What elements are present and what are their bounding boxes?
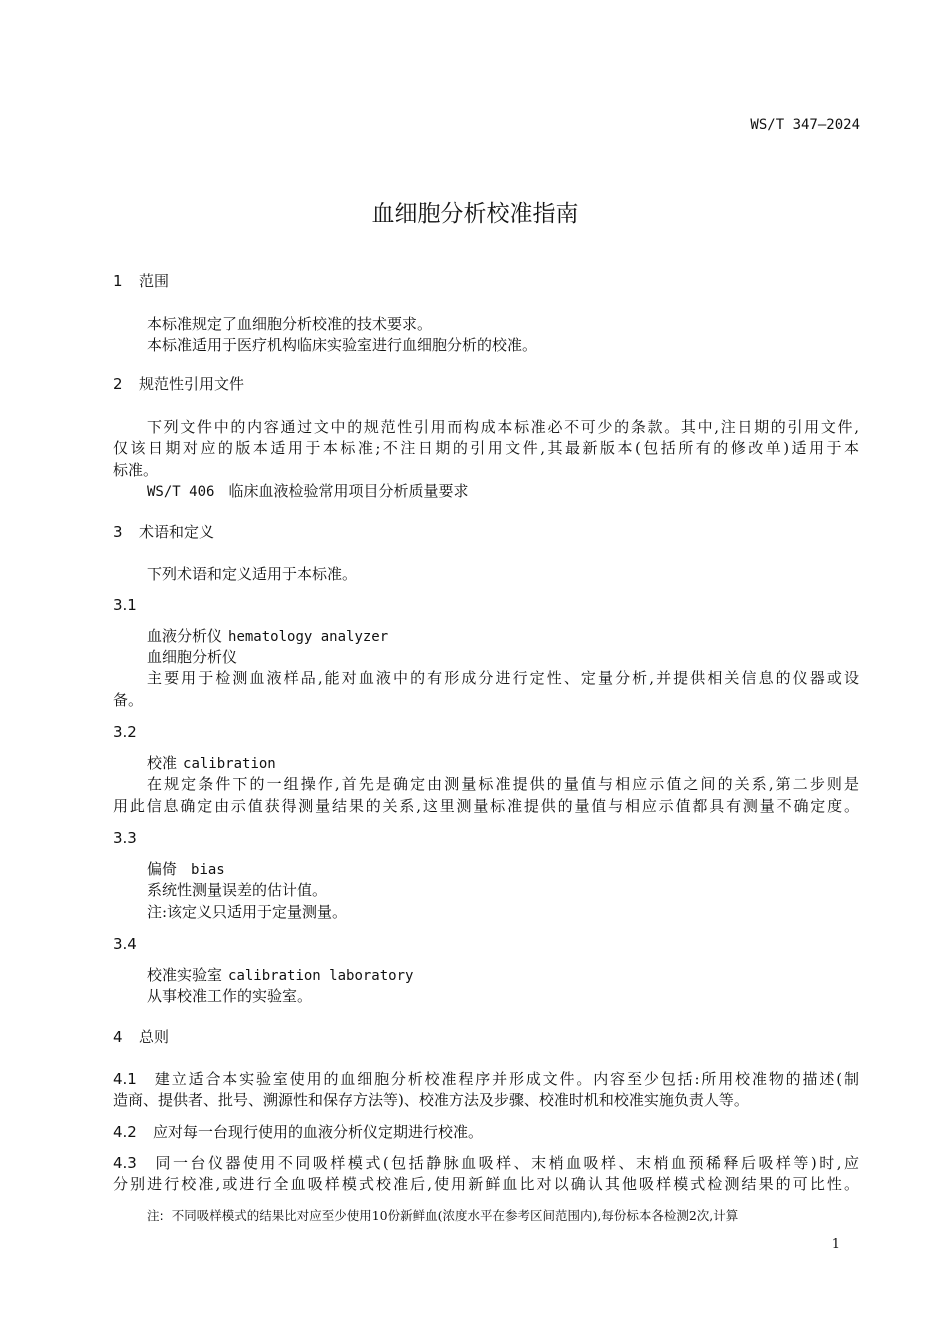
term-chinese: 校准实验室	[147, 966, 223, 984]
term-chinese: 血液分析仪	[147, 627, 223, 645]
term-number: 3.4	[113, 935, 137, 953]
term-chinese: 偏倚	[147, 860, 178, 878]
term-number: 3.3	[113, 829, 137, 847]
section-2-heading	[113, 373, 244, 395]
reference-code: WS/T 406	[147, 484, 215, 500]
term-heading	[147, 625, 388, 648]
clause-4-1: 4.1 建立适合本实验室使用的血细胞分析校准程序并形成文件。内容至少包括:所用校准物的描述(制	[113, 1070, 859, 1088]
clause-note	[147, 1205, 738, 1227]
page-number: 1	[831, 1237, 840, 1252]
term-heading	[147, 964, 413, 987]
clause-4-3: 4.3 同一台仪器使用不同吸样模式(包括静脉血吸样、末梢血吸样、末梢血预稀释后吸样等)时,应	[113, 1154, 859, 1172]
section-1-heading	[113, 270, 169, 292]
reference-title: 临床血液检验常用项目分析质量要求	[228, 482, 469, 500]
section-number: 4	[113, 1028, 123, 1046]
section-number: 3	[113, 523, 123, 541]
normative-reference	[147, 480, 468, 503]
section-title: 规范性引用文件	[139, 375, 245, 393]
definition: 从事校准工作的实验室。	[147, 987, 313, 1005]
definition-line: 主要用于检测血液样品,能对血液中的有形成分进行定性、定量分析,并提供相关信息的仪器或设	[147, 669, 859, 687]
note: 注:该定义只适用于定量测量。	[147, 903, 348, 921]
term-english: calibration laboratory	[228, 968, 414, 984]
section-number: 2	[113, 375, 123, 393]
term-number: 3.2	[113, 723, 137, 741]
paragraph: 下列术语和定义适用于本标准。	[147, 565, 358, 583]
section-4-heading	[113, 1026, 169, 1048]
paragraph-line: 仅该日期对应的版本适用于本标准;不注日期的引用文件,其最新版本(包括所有的修改单)适用于本	[113, 439, 859, 457]
term-chinese: 校准	[147, 754, 178, 772]
clause-number: 4.2	[113, 1123, 137, 1141]
section-number: 1	[113, 272, 123, 290]
note-label: 注:	[147, 1208, 164, 1223]
definition-line: 在规定条件下的一组操作,首先是确定由测量标准提供的量值与相应示值之间的关系,第二步则是	[147, 775, 859, 793]
clause-line: 分别进行校准,或进行全血吸样模式校准后,使用新鲜血比对以确认其他吸样模式检测结果的可比性。	[113, 1175, 859, 1193]
clause-4-2: 4.2 应对每一台现行使用的血液分析仪定期进行校准。	[113, 1123, 484, 1141]
term-english: calibration	[183, 756, 276, 772]
paragraph-line: 标准。	[113, 461, 159, 479]
note-text: 不同吸样模式的结果比对应至少使用10份新鲜血(浓度水平在参考区间范围内),每份标本各检测2次,计算	[171, 1208, 739, 1223]
clause-number: 4.3	[113, 1154, 137, 1172]
section-title: 总则	[139, 1028, 170, 1046]
term-number: 3.1	[113, 596, 137, 614]
definition: 系统性测量误差的估计值。	[147, 881, 328, 899]
standard-code: WS/T 347—2024	[750, 117, 860, 133]
term-heading	[147, 752, 276, 775]
paragraph: 本标准规定了血细胞分析校准的技术要求。	[147, 315, 433, 333]
definition-line: 备。	[113, 691, 144, 709]
definition-line: 用此信息确定由示值获得测量结果的关系,这里测量标准提供的量值与相应示值都具有测量不确定度。	[113, 797, 859, 815]
paragraph-line: 下列文件中的内容通过文中的规范性引用而构成本标准必不可少的条款。其中,注日期的引用文件,	[147, 418, 859, 436]
section-title: 术语和定义	[139, 523, 215, 541]
clause-number: 4.1	[113, 1070, 137, 1088]
clause-line: 造商、提供者、批号、溯源性和保存方法等)、校准方法及步骤、校准时机和校准实施负责人等。	[113, 1091, 749, 1109]
paragraph: 本标准适用于医疗机构临床实验室进行血细胞分析的校准。	[147, 336, 538, 354]
term-admitted: 血细胞分析仪	[147, 648, 238, 666]
term-heading	[147, 858, 225, 881]
document-title: 血细胞分析校准指南	[371, 201, 579, 227]
term-english: hematology analyzer	[228, 629, 389, 645]
term-english: bias	[191, 862, 225, 878]
section-title: 范围	[139, 272, 170, 290]
section-3-heading	[113, 521, 214, 543]
